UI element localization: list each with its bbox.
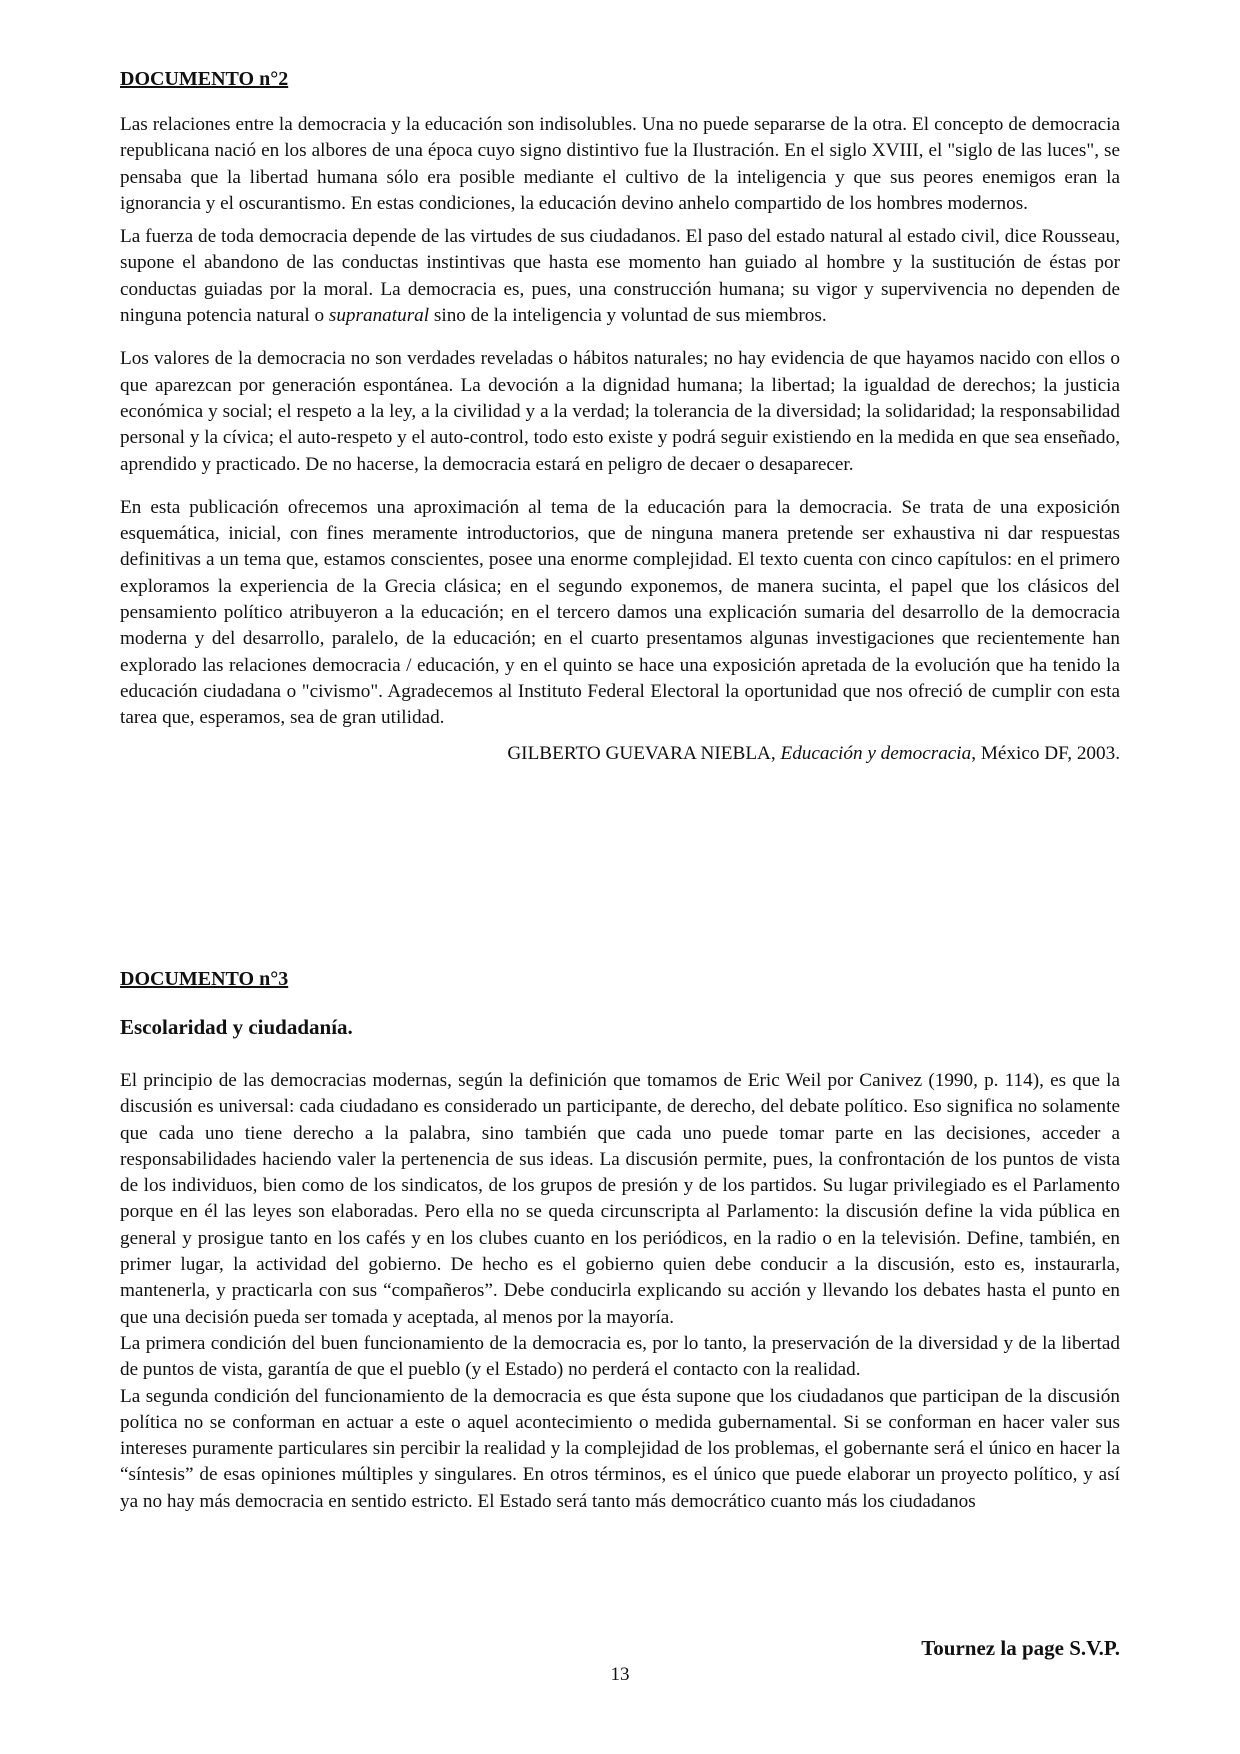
doc2-paragraph-2-end: sino de la inteligencia y voluntad de sus miembros. [429, 305, 827, 327]
citation-author: GILBERTO GUEVARA NIEBLA, [507, 742, 781, 764]
citation-place-year: , México DF, 2003. [971, 742, 1120, 764]
doc3-subtitle: Escolaridad y ciudadanía. [120, 1015, 353, 1039]
doc2-paragraph-2-start: La fuerza de toda democracia depende de las virtudes de sus ciudadanos. El paso del estado natural al estado civil, dice Rousseau, supone el abandono de las conductas instintivas que hasta ese momento han guiado al hombre y la sustitución de éstas por conductas guiadas por la moral. La democracia es, pues, una construcción humana; su vigor y supervivencia no dependen de ninguna potencia natural o [120, 226, 1120, 327]
doc2-citation [120, 741, 1120, 767]
doc2-paragraph-3: Los valores de la democracia no son verdades reveladas o hábitos naturales; no hay evidencia de que hayamos nacido con ellos o que aparezcan por generación espontánea. La devoción a la dignidad humana; la libertad; la igualdad de derechos; la justicia económica y social; el respeto a la ley, a la civilidad y a la verdad; la tolerancia de la diversidad; la solidaridad; la responsabilidad personal y la cívica; el auto-respeto y el auto-control, todo esto existe y podrá seguir existiendo en la medida en que sea enseñado, aprendido y practicado. De no hacerse, la democracia estará en peligro de decaer o desaparecer. [120, 348, 1120, 475]
doc2-paragraph-2 [120, 224, 1120, 329]
doc2-paragraph-1: Las relaciones entre la democracia y la educación son indisolubles. Una no puede separarse de la otra. El concepto de democracia republicana nació en los albores de una época cuyo signo distintivo fue la Ilustración. En el siglo XVIII, el "siglo de las luces", se pensaba que la libertad humana sólo era posible mediante el cultivo de la inteligencia y que sus peores enemigos eran la ignorancia y el oscurantismo. En estas condiciones, la educación devino anhelo compartido de los hombres modernos. [120, 114, 1120, 214]
doc2-heading: DOCUMENTO n°2 [120, 68, 289, 90]
doc2-paragraph-2-italic: supranatural [328, 305, 430, 327]
citation-title: Educación y democracia [780, 742, 972, 764]
doc2-body [120, 112, 1120, 767]
doc2-paragraph-4: En esta publicación ofrecemos una aproximación al tema de la educación para la democracia. Se trata de una exposición esquemática, inicial, con fines meramente introductorios, que de ninguna manera pretende ser exhaustiva ni dar respuestas definitivas a un tema que, estamos conscientes, posee una enorme complejidad. El texto cuenta con cinco capítulos: en el primero exploramos la experiencia de la Grecia clásica; en el segundo exponemos, de manera sucinta, el papel que los clásicos del pensamiento político atribuyeron a la educación; en el tercero damos una explicación sumaria del desarrollo de la democracia moderna y del desarrollo, paralelo, de la educación; en el cuarto presentamos algunas investigaciones que recientemente han explorado las relaciones democracia / educación, y en el quinto se hace una exposición apretada de la evolución que ha tenido la educación ciudadana o "civismo". Agradecemos al Instituto Federal Electoral la oportunidad que nos ofreció de cumplir con esta tarea que, esperamos, sea de gran utilidad. [120, 496, 1120, 729]
doc3-heading: DOCUMENTO n°3 [120, 968, 289, 990]
page-number: 13 [610, 1664, 630, 1685]
doc3-paragraph-1: El principio de las democracias modernas, según la definición que tomamos de Eric Weil por Canivez (1990, p. 114), es que la discusión es universal: cada ciudadano es considerado un participante, de derecho, del debate político. Eso significa no solamente que cada uno tiene derecho a la palabra, sino también que cada uno puede tomar parte en las decisiones, acceder a responsabilidades haciendo valer la pertenencia de sus ideas. La discusión permite, pues, la confrontación de los puntos de vista de los individuos, bien como de los sindicatos, de los grupos de presión y de los partidos. Su lugar privilegiado es el Parlamento porque en él las leyes son elaboradas. Pero ella no se queda circunscripta al Parlamento: la discusión define la vida pública en general y prosigue tanto en los cafés y en los clubes cuanto en los periódicos, en la radio o en la televisión. Define, también, en primer lugar, la actividad del gobierno. De hecho es el gobierno quien debe conducir a la discusión, esto es, instaurarla, mantenerla, y practicarla con sus “compañeros”. Debe conducirla explicando su acción y llevando los debates hasta el punto en que una decisión pueda ser tomada y aceptada, al menos por la mayoría. [120, 1070, 1120, 1328]
turn-page-note: Tournez la page S.V.P. [921, 1636, 1120, 1660]
doc3-body [120, 1068, 1120, 1515]
doc3-paragraph-3: La segunda condición del funcionamiento de la democracia es que ésta supone que los ciudadanos que participan de la discusión política no se conforman en actuar a este o aquel acontecimiento o medida gubernamental. Si se conforman en hacer valer sus intereses puramente particulares sin percibir la realidad y la complejidad de los problemas, el gobernante será el único en hacer la “síntesis” de esas opiniones múltiples y singulares. En otros términos, es el único que puede elaborar un proyecto político, y así ya no hay más democracia en sentido estricto. El Estado será tanto más democrático cuanto más los ciudadanos [120, 1385, 1120, 1512]
doc3-paragraph-2: La primera condición del buen funcionamiento de la democracia es, por lo tanto, la preservación de la diversidad y de la libertad de puntos de vista, garantía de que el pueblo (y el Estado) no perderá el contacto con la realidad. [120, 1332, 1120, 1381]
